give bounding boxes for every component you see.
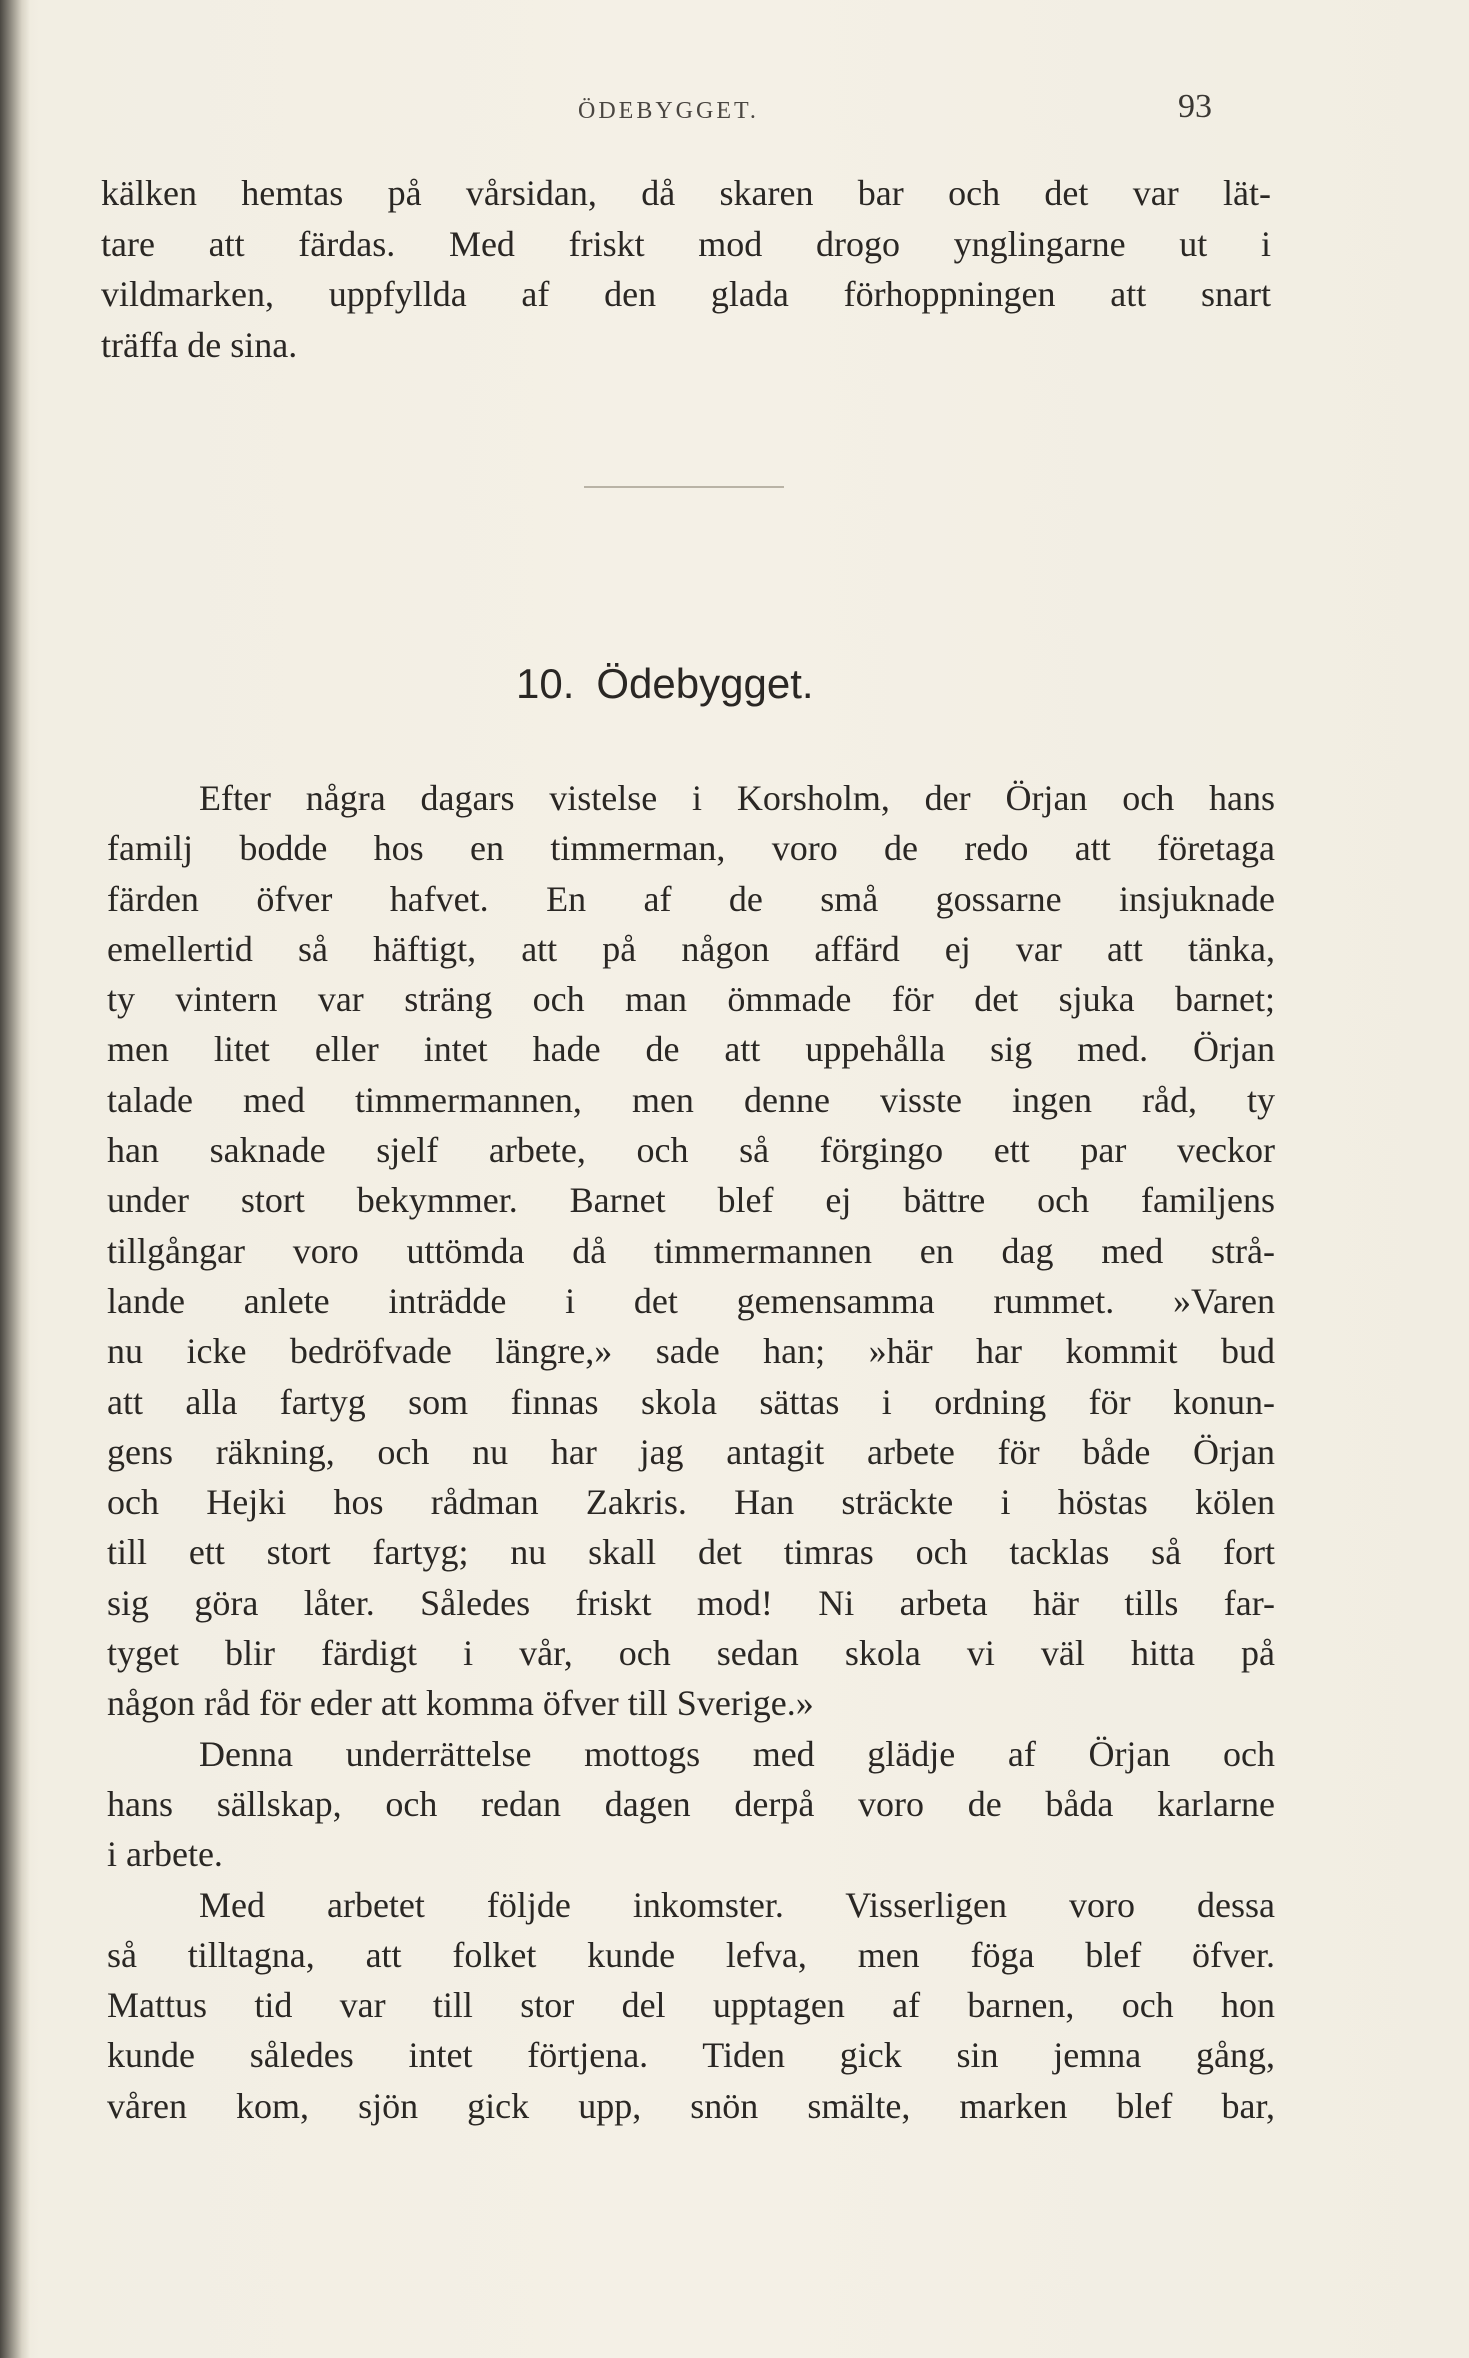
chapter-title: Ödebygget. <box>596 660 814 707</box>
text-line: någon råd för eder att komma öfver till Sverige.» <box>107 1683 814 1724</box>
text-line: så tilltagna, att folket kunde lefva, men föga blef öfver. <box>107 1934 1275 1975</box>
page-number: 93 <box>1178 88 1212 125</box>
text-line: tillgångar voro uttömda då timmermannen en dag med strå- <box>107 1230 1275 1271</box>
running-title: ÖDEBYGGET. <box>578 98 759 124</box>
text-line: talade med timmermannen, men denne visste ingen råd, ty <box>107 1079 1275 1120</box>
text-line: han saknade sjelf arbete, och så förgingo ett par veckor <box>107 1130 1275 1171</box>
text-line: att alla fartyg som finnas skola sättas i ordning för konun- <box>107 1381 1275 1422</box>
text-line: Efter några dagars vistelse i Korsholm, der Örjan och hans <box>199 778 1275 818</box>
text-line: kälken hemtas på vårsidan, då skaren bar och det var lät- <box>101 173 1271 213</box>
chapter-number: 10. <box>516 660 575 707</box>
text-line: familj bodde hos en timmerman, voro de redo att företaga <box>107 828 1275 869</box>
text-line: lande anlete inträdde i det gemensamma rummet. »Varen <box>107 1280 1275 1321</box>
text-line: i arbete. <box>107 1834 223 1875</box>
text-line: färden öfver hafvet. En af de små gossarne insjuknade <box>107 878 1275 919</box>
text-line: under stort bekymmer. Barnet blef ej bättre och familjens <box>107 1180 1275 1221</box>
text-line: kunde således intet förtjena. Tiden gick sin jemna gång, <box>107 2035 1275 2076</box>
text-line: Mattus tid var till stor del upptagen af barnen, och hon <box>107 1985 1275 2026</box>
text-line: vildmarken, uppfyllda af den glada förhoppningen att snart <box>101 274 1271 314</box>
text-line: våren kom, sjön gick upp, snön smälte, marken blef bar, <box>107 2085 1275 2126</box>
text-line: träffa de sina. <box>101 324 298 365</box>
text-line: och Hejki hos rådman Zakris. Han sträckte i höstas kölen <box>107 1482 1275 1523</box>
text-line: gens räkning, och nu har jag antagit arbete för både Örjan <box>107 1431 1275 1472</box>
section-separator <box>584 486 784 488</box>
text-line: sig göra låter. Således friskt mod! Ni arbeta här tills far- <box>107 1582 1275 1623</box>
page-binding-edge <box>0 0 30 2358</box>
text-line: Denna underrättelse mottogs med glädje af Örjan och <box>199 1733 1275 1774</box>
text-line: tyget blir färdigt i vår, och sedan skola vi väl hitta på <box>107 1633 1275 1674</box>
text-line: till ett stort fartyg; nu skall det timras och tacklas så fort <box>107 1532 1275 1573</box>
text-line: emellertid så häftigt, att på någon affärd ej var att tänka, <box>107 928 1275 969</box>
text-line: Med arbetet följde inkomster. Visserligen voro dessa <box>199 1884 1275 1925</box>
chapter-heading <box>516 660 814 708</box>
text-line: men litet eller intet hade de att uppehålla sig med. Örjan <box>107 1029 1275 1070</box>
chapter-body <box>107 773 1275 2131</box>
text-line: hans sällskap, och redan dagen derpå voro de båda karlarne <box>107 1783 1275 1824</box>
text-line: nu icke bedröfvade längre,» sade han; »här har kommit bud <box>107 1331 1275 1372</box>
text-line: tare att färdas. Med friskt mod drogo ynglingarne ut i <box>101 223 1271 264</box>
text-line: ty vintern var sträng och man ömmade för det sjuka barnet; <box>107 979 1275 1020</box>
intro-paragraph <box>101 168 1271 370</box>
